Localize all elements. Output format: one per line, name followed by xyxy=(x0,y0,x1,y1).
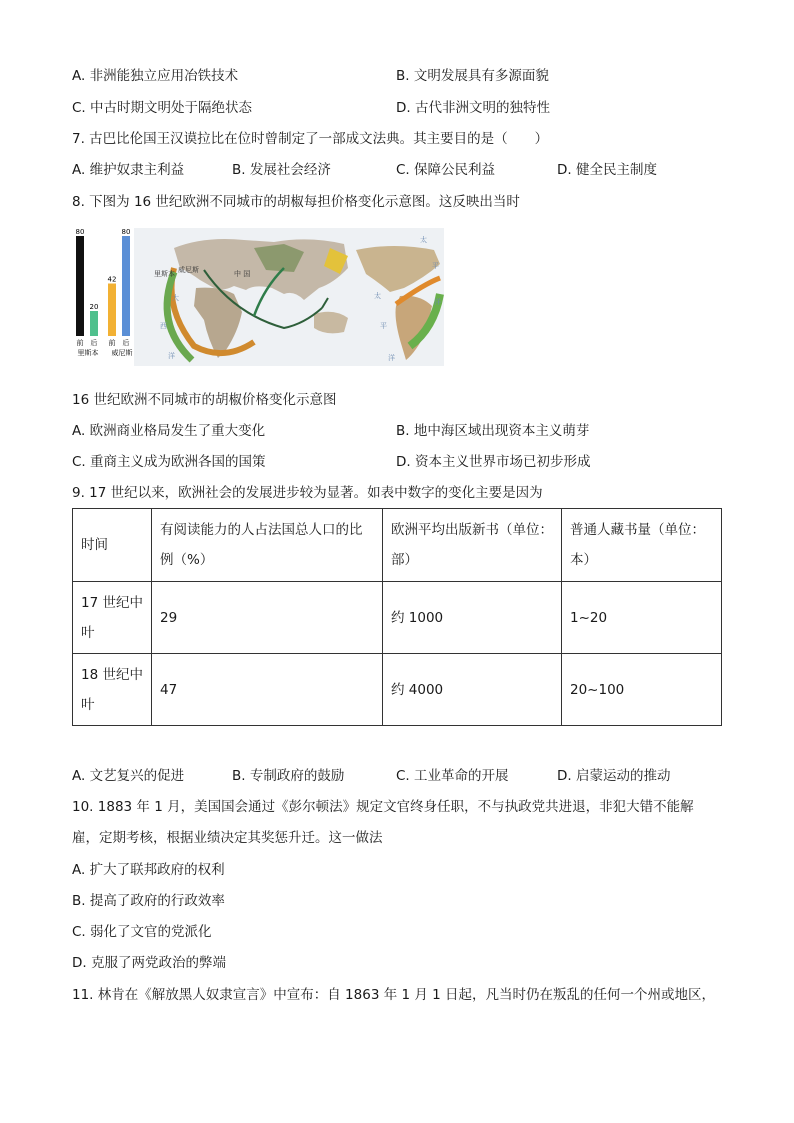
pepper-price-chart xyxy=(72,228,134,363)
map-label-pacific-2: 平 xyxy=(380,322,387,330)
q6-option-d: D. 古代非洲文明的独特性 xyxy=(396,100,550,116)
q7-stem: 7. 古巴比伦国王汉谟拉比在位时曾制定了一部成文法典。其主要目的是（ ） xyxy=(72,131,549,147)
q7-option-b: B. 发展社会经济 xyxy=(232,162,331,178)
trade-route-map xyxy=(134,228,444,366)
q8-figure-caption: 16 世纪欧洲不同城市的胡椒价格变化示意图 xyxy=(72,392,337,408)
table-header-cell: 时间 xyxy=(73,509,152,582)
table-cell: 47 xyxy=(152,654,383,726)
map-australia xyxy=(314,312,348,334)
q8-option-d: D. 资本主义世界市场已初步形成 xyxy=(396,454,591,470)
pepper-price-figure xyxy=(72,228,444,368)
table-header-row xyxy=(73,509,722,582)
map-label-pacific-6: 洋 xyxy=(434,298,441,306)
q10-option-b: B. 提高了政府的行政效率 xyxy=(72,893,225,909)
q8-stem: 8. 下图为 16 世纪欧洲不同城市的胡椒每担价格变化示意图。这反映出当时 xyxy=(72,194,520,210)
bar-tick-label: 后 xyxy=(90,339,98,347)
q7-option-c: C. 保障公民利益 xyxy=(396,162,496,178)
q9-option-c: C. 工业革命的开展 xyxy=(396,768,509,784)
table-cell: 约 1000 xyxy=(383,582,562,654)
q9-option-a: A. 文艺复兴的促进 xyxy=(72,768,185,784)
q8-option-a: A. 欧洲商业格局发生了重大变化 xyxy=(72,423,266,439)
bar-value-label: 20 xyxy=(89,303,99,311)
map-label-pacific-4: 太 xyxy=(420,236,427,244)
q9-data-table xyxy=(72,508,722,726)
q7-option-d: D. 健全民主制度 xyxy=(557,162,657,178)
bar-tick-label: 前 xyxy=(76,339,84,347)
table-cell: 约 4000 xyxy=(383,654,562,726)
bar-value-label: 42 xyxy=(107,275,117,284)
bar-1 xyxy=(76,236,84,336)
map-label-pacific-1: 太 xyxy=(374,292,381,300)
q10-option-a: A. 扩大了联邦政府的权利 xyxy=(72,862,225,878)
map-label-lisbon: 里斯本 xyxy=(154,270,175,278)
q10-stem-line2: 雇，定期考核，根据业绩决定其奖惩升迁。这一做法 xyxy=(72,830,383,846)
q6-option-c: C. 中古时期文明处于隔绝状态 xyxy=(72,100,253,116)
bar-value-label: 80 xyxy=(121,228,131,236)
bar-4 xyxy=(122,236,130,336)
map-label-venice: 威尼斯 xyxy=(178,266,199,274)
table-header-cell: 欧洲平均出版新书（单位：部） xyxy=(383,509,562,582)
table-cell: 20~100 xyxy=(562,654,722,726)
table-cell: 29 xyxy=(152,582,383,654)
table-cell: 18 世纪中叶 xyxy=(73,654,152,726)
table-header-cell: 普通人藏书量（单位：本） xyxy=(562,509,722,582)
q11-stem: 11. 林肯在《解放黑人奴隶宣言》中宣布：自 1863 年 1 月 1 日起，凡当时仍在叛乱的任何一个州或地区， xyxy=(72,987,716,1003)
q10-option-c: C. 弱化了文官的党派化 xyxy=(72,924,212,940)
table-row xyxy=(73,654,722,726)
bar-group-label: 威尼斯 xyxy=(111,349,133,357)
bar-tick-label: 后 xyxy=(122,339,130,347)
bar-tick-label: 前 xyxy=(108,339,116,347)
table-row xyxy=(73,582,722,654)
bar-value-label: 80 xyxy=(75,228,85,236)
map-label-china: 中 国 xyxy=(234,270,251,278)
table-cell: 1~20 xyxy=(562,582,722,654)
map-label-pacific-5: 平 xyxy=(432,262,439,270)
bar-group-label: 里斯本 xyxy=(77,349,99,357)
q7-option-a: A. 维护奴隶主利益 xyxy=(72,162,185,178)
q6-option-a: A. 非洲能独立应用冶铁技术 xyxy=(72,68,239,84)
q6-option-b: B. 文明发展具有多源面貌 xyxy=(396,68,549,84)
table-header-cell: 有阅读能力的人占法国总人口的比例（%） xyxy=(152,509,383,582)
map-label-pacific-3: 洋 xyxy=(388,354,395,362)
q10-option-d: D. 克服了两党政治的弊端 xyxy=(72,955,226,971)
q8-option-b: B. 地中海区域出现资本主义萌芽 xyxy=(396,423,590,439)
map-label-atlantic-1: 大 xyxy=(172,294,179,302)
q9-option-b: B. 专制政府的鼓励 xyxy=(232,768,345,784)
map-label-atlantic-2: 西 xyxy=(160,322,167,330)
q9-stem: 9. 17 世纪以来，欧洲社会的发展进步较为显著。如表中数字的变化主要是因为 xyxy=(72,485,543,501)
bar-2 xyxy=(90,311,98,336)
q10-stem-line1: 10. 1883 年 1 月，美国国会通过《彭尔顿法》规定文官终身任职，不与执政党共进退，非犯大错不能解 xyxy=(72,799,694,815)
map-label-atlantic-3: 洋 xyxy=(168,352,175,360)
table-cell: 17 世纪中叶 xyxy=(73,582,152,654)
q9-option-d: D. 启蒙运动的推动 xyxy=(557,768,671,784)
q8-option-c: C. 重商主义成为欧洲各国的国策 xyxy=(72,454,266,470)
bar-3 xyxy=(108,284,116,337)
